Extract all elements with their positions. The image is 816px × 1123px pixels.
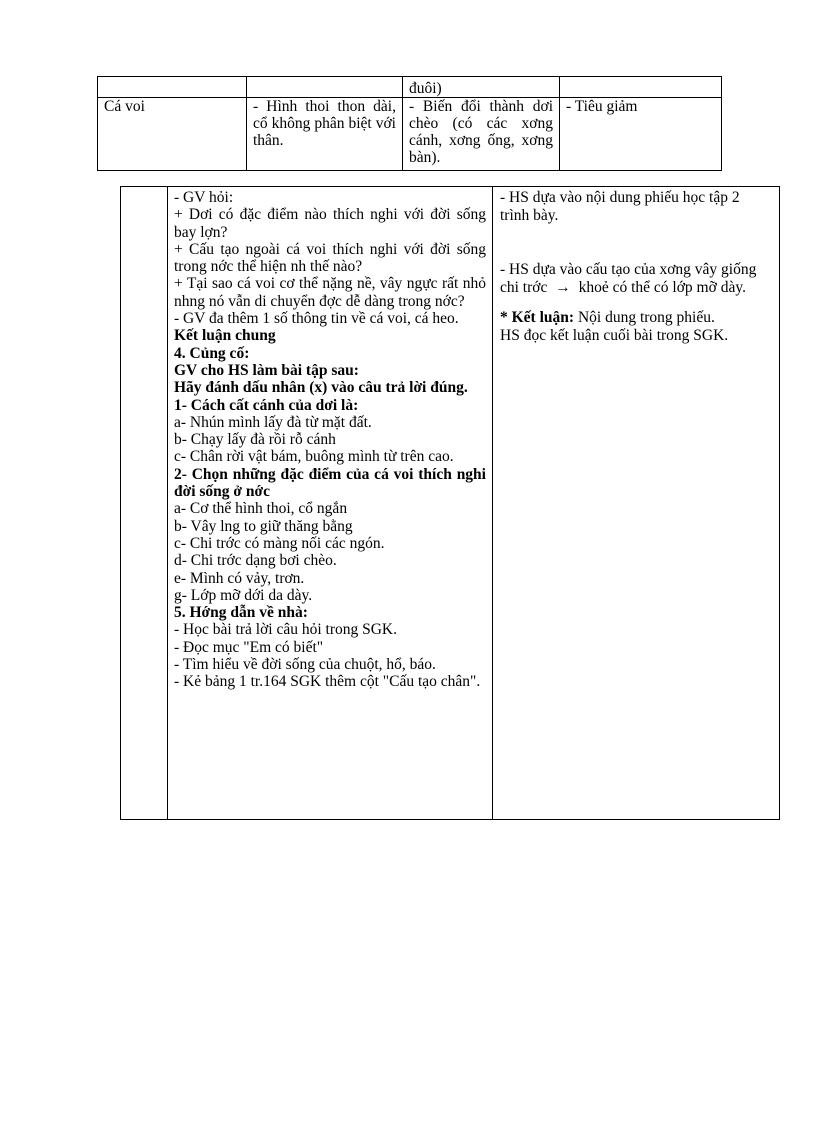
question-1-option: b- Chạy lấy đà rồi rỗ cánh (174, 431, 336, 449)
forelimb-cell (403, 98, 560, 171)
conclusion-heading: Kết luận chung (174, 327, 276, 345)
cell-text: - Tiêu giảm (566, 98, 638, 115)
animal-name-cell (98, 98, 247, 171)
teacher-line: - GV đa thêm 1 số thông tin về cá voi, cá heo. (174, 310, 459, 328)
teacher-line: + Tại sao cá voi cơ thể nặng nề, vây ngực rất nhỏ nhng nó vẫn di chuyển đợc dễ dàng trong nớc? (174, 275, 486, 310)
teacher-activity-column (168, 187, 493, 819)
lesson-activity-table (120, 186, 780, 820)
cell-text: - Hình thoi thon dài, cổ không phân biệt với thân. (253, 98, 396, 149)
cell-text: đuôi) (409, 80, 442, 97)
teacher-line: - GV hỏi: (174, 189, 234, 206)
question-2-title: 2- Chọn những đặc điểm của cá voi thích nghi đời sống ở nớc (174, 465, 486, 501)
animal-comparison-table (97, 76, 722, 171)
question-1-title: 1- Cách cất cánh của dơi là: (174, 396, 359, 414)
question-2-option: e- Mình có vảy, trơn. (174, 569, 305, 587)
homework-line: - Kẻ bảng 1 tr.164 SGK thêm cột "Cấu tạo chân". (174, 673, 481, 691)
question-2-option: g- Lớp mỡ dới da dày. (174, 586, 313, 604)
student-answer-1: - HS dựa vào nội dung phiếu học tập 2 trình bày. (500, 189, 740, 224)
body-shape-cell (247, 98, 403, 171)
table-cell (247, 77, 403, 98)
question-2-option: a- Cơ thể hình thoi, cổ ngắn (174, 500, 348, 518)
student-answer-2-text: - HS dựa vào cấu tạo của xơng vây giống chi trớc (500, 261, 757, 296)
teacher-line: + Dơi có đặc điểm nào thích nghi với đời sống bay lợn? (174, 206, 486, 241)
table-cell (560, 77, 722, 98)
question-2-option: c- Chi trớc có màng nối các ngón. (174, 534, 385, 552)
homework-line: - Học bài trả lời câu hỏi trong SGK. (174, 621, 397, 639)
question-1-option: c- Chân rời vật bám, buông mình từ trên cao. (174, 448, 454, 466)
consolidation-heading: 4. Củng cố: (174, 344, 250, 362)
cell-text: - Biến đổi thành dơi chèo (có các xơng cánh, xơng ống, xơng bàn). (409, 98, 553, 166)
cell-text: Cá voi (104, 98, 145, 115)
question-2-option: b- Vây lng to giữ thăng bằng (174, 517, 353, 535)
student-conclusion (500, 309, 771, 327)
exercise-instruction: Hãy đánh dấu nhân (x) vào câu trả lời đúng. (174, 379, 468, 397)
table-cell (403, 77, 560, 98)
homework-line: - Đọc mục "Em có biết" (174, 638, 324, 656)
hindlimb-cell (560, 98, 722, 171)
student-activity-column (493, 187, 779, 819)
exercise-intro: GV cho HS làm bài tập sau: (174, 361, 359, 379)
student-answer-2 (500, 261, 771, 297)
question-1-option: a- Nhún mình lấy đà từ mặt đất. (174, 413, 372, 431)
conclusion-text: Nội dung trong phiếu. (574, 309, 715, 326)
conclusion-label: * Kết luận: (500, 309, 575, 326)
empty-column (121, 187, 168, 819)
teacher-line: + Cấu tạo ngoài cá voi thích nghi với đời sống trong nớc thể hiện nh thế nào? (174, 240, 486, 276)
table-row (98, 77, 722, 98)
table-row (98, 98, 722, 171)
student-conclusion-line-2: HS đọc kết luận cuối bài trong SGK. (500, 327, 729, 344)
table-cell (98, 77, 247, 98)
arrow-right-icon: → (555, 279, 571, 296)
homework-heading: 5. Hớng dẫn về nhà: (174, 604, 308, 622)
question-2-option: d- Chi trớc dạng bơi chèo. (174, 552, 337, 570)
student-answer-2-text-end: khoẻ có thể có lớp mỡ dày. (578, 279, 746, 296)
homework-line: - Tìm hiểu về đời sống của chuột, hổ, báo. (174, 656, 436, 674)
